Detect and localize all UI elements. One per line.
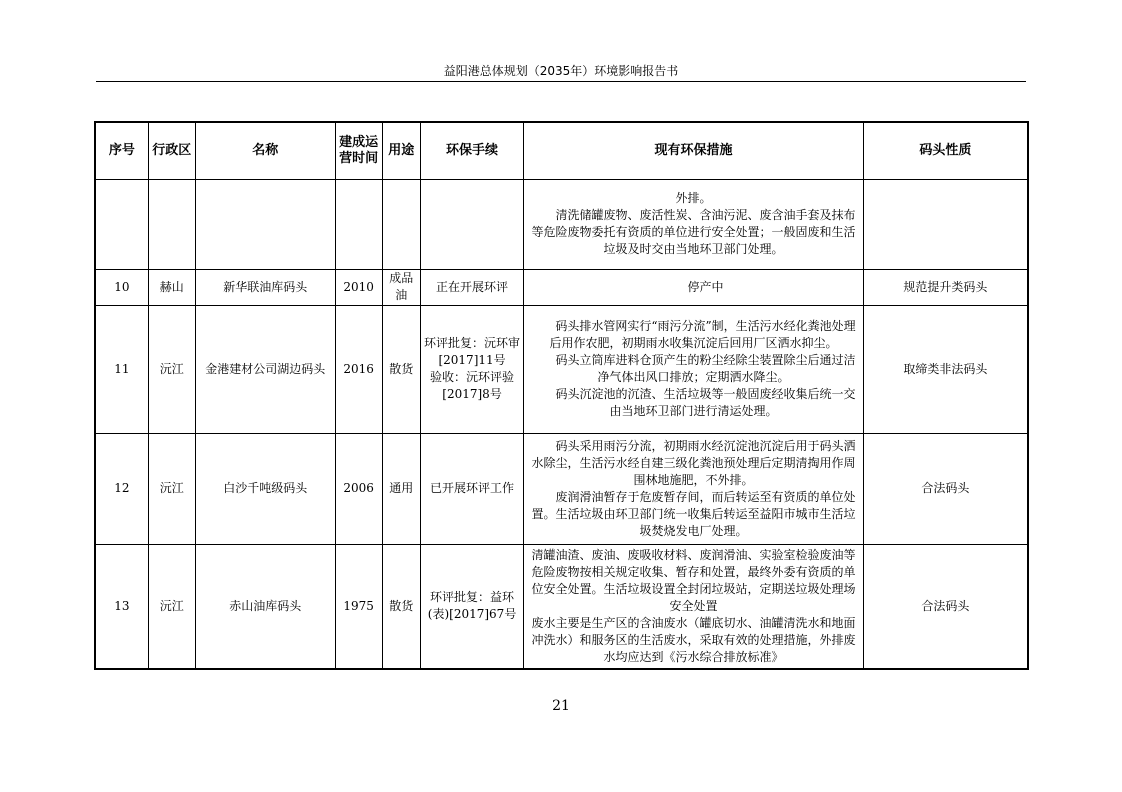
col-header-name: 名称 [195,122,335,179]
row-procedures: 环评批复：益环(表)[2017]67号 [420,544,523,669]
measure-paragraph: 码头排水管网实行“雨污分流”制，生活污水经化粪池处理后用作农肥，初期雨水收集沉淀后回用厂区洒水抑尘。 [549,319,856,350]
row-district: 沅江 [148,305,195,433]
row-no: 11 [95,305,148,433]
row-name [195,179,335,269]
row-nature: 合法码头 [863,433,1028,544]
col-header-use: 用途 [382,122,420,179]
row-no [95,179,148,269]
page-number: 21 [552,698,570,714]
measure-paragraph: 清洗储罐废物、废活性炭、含油污泥、废含油手套及抹布等危险废物委托有资质的单位进行安全处置；一般固废和生活垃圾及时交由当地环卫部门处理。 [531,208,856,256]
table-row [95,269,1028,305]
row-district: 沅江 [148,433,195,544]
row-name: 赤山油库码头 [195,544,335,669]
measure-paragraph: 码头立筒库进料仓顶产生的粉尘经除尘装置除尘后通过洁净气体出风口排放；定期洒水降尘。 [555,353,856,384]
col-header-year: 建成运营时间 [335,122,382,179]
row-nature: 合法码头 [863,544,1028,669]
row-procedures: 已开展环评工作 [420,433,523,544]
col-header-no: 序号 [95,122,148,179]
header-rule [96,81,1026,82]
row-procedures: 环评批复：沅环审[2017]11号 验收：沅环评验[2017]8号 [420,305,523,433]
measure-paragraph: 停产中 [687,279,724,294]
col-header-procedures: 环保手续 [420,122,523,179]
row-name: 金港建材公司湖边码头 [195,305,335,433]
table-row [95,544,1028,669]
wharf-table [94,121,1029,670]
row-district [148,179,195,269]
table-header-row [95,122,1028,179]
measure-paragraph: 外排。 [675,191,712,205]
row-name: 白沙千吨级码头 [195,433,335,544]
row-nature [863,179,1028,269]
row-nature: 取缔类非法码头 [863,305,1028,433]
col-header-district: 行政区 [148,122,195,179]
row-year: 2016 [335,305,382,433]
row-no: 10 [95,269,148,305]
col-header-nature: 码头性质 [863,122,1028,179]
measure-paragraph: 废润滑油暂存于危废暂存间，而后转运至有资质的单位处置。生活垃圾由环卫部门统一收集后转运至益阳市城市生活垃圾焚烧发电厂处理。 [531,489,856,538]
row-use: 散货 [382,305,420,433]
row-district: 沅江 [148,544,195,669]
row-year: 2006 [335,433,382,544]
row-procedures: 正在开展环评 [420,269,523,305]
measure-paragraph: 清罐油渣、废油、废吸收材料、废润滑油、实验室检验废油等危险废物按相关规定收集、暂存和处置，最终外委有资质的单位安全处置。生活垃圾设置全封闭垃圾站，定期送垃圾处理场安全处置 [531,547,856,613]
measure-paragraph: 码头沉淀池的沉渣、生活垃圾等一般固废经收集后统一交由当地环卫部门进行清运处理。 [555,387,856,418]
row-measures [524,305,863,433]
row-nature: 规范提升类码头 [863,269,1028,305]
row-measures [524,179,863,269]
row-no: 12 [95,433,148,544]
row-measures [524,433,863,544]
row-no: 13 [95,544,148,669]
row-use [382,179,420,269]
measure-paragraph: 码头采用雨污分流，初期雨水经沉淀池沉淀后用于码头洒水除尘，生活污水经自建三级化粪池预处理后定期清掏用作周围林地施肥，不外排。 [531,438,856,487]
row-use: 通用 [382,433,420,544]
row-use: 散货 [382,544,420,669]
table-row [95,305,1028,433]
table-row [95,433,1028,544]
row-procedures [420,179,523,269]
measure-paragraph: 废水主要是生产区的含油废水（罐底切水、油罐清洗水和地面冲洗水）和服务区的生活废水，采取有效的处理措施，外排废水均应达到《污水综合排放标准》 [531,615,856,664]
row-year: 1975 [335,544,382,669]
row-use: 成品油 [382,269,420,305]
page-header-title: 益阳港总体规划（2035年）环境影响报告书 [443,64,679,78]
row-name: 新华联油库码头 [195,269,335,305]
row-year: 2010 [335,269,382,305]
col-header-measures: 现有环保措施 [524,122,863,179]
row-measures [524,269,863,305]
row-measures [524,544,863,669]
table-row [95,179,1028,269]
row-district: 赫山 [148,269,195,305]
row-year [335,179,382,269]
